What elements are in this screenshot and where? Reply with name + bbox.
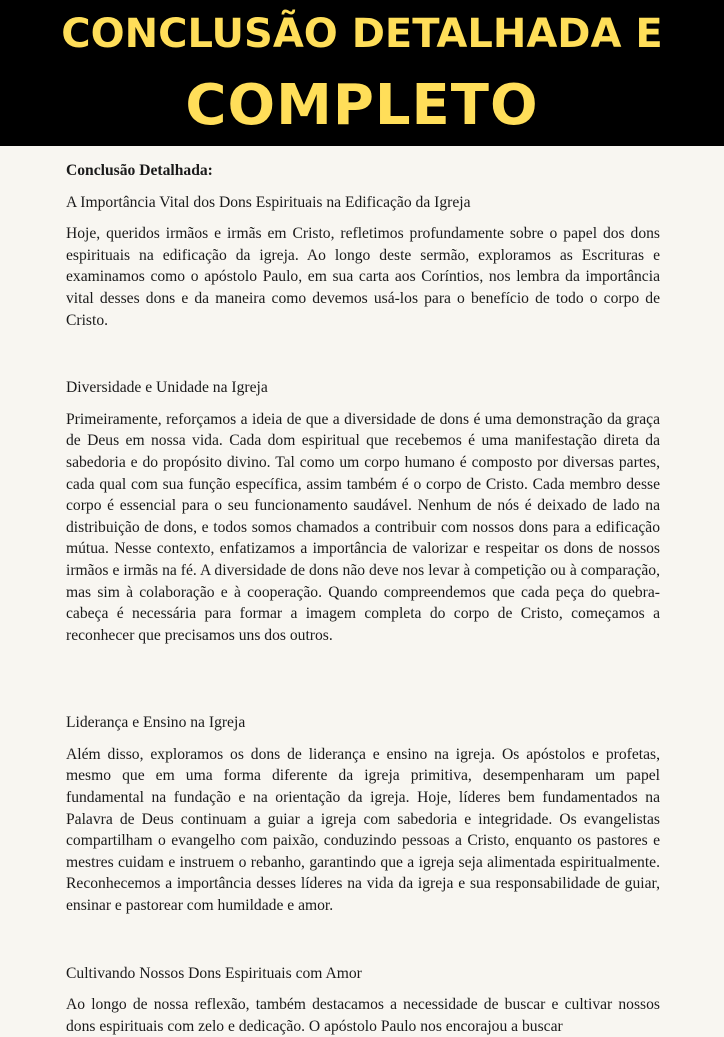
section-paragraph: Hoje, queridos irmãos e irmãs em Cristo, refletimos profundamente sobre o papel dos dons espirituais na edificação da igreja. Ao longo deste sermão, exploramos as Escrituras e examinamos como o apóstolo Paulo, em sua carta aos Coríntios, nos lembra da importância vital desses dons e da maneira como devemos usá-los para o benefício de todo o corpo de Cristo. — [66, 225, 660, 329]
section-heading: Diversidade e Unidade na Igreja — [66, 379, 268, 397]
banner-title-line-2: COMPLETO — [185, 73, 539, 138]
section-importancia — [66, 192, 660, 332]
section-paragraph: Primeiramente, reforçamos a ideia de que a diversidade de dons é uma demonstração da graça de Deus em nossa vida. Cada dom espiritual que recebemos é uma manifestação direta da sabedoria e do propósito divino. Tal como um corpo humano é composto por diversas partes, cada qual com sua função específica, assim também é o corpo de Cristo. Cada membro desse corpo é essencial para o seu funcionamento saudável. Nenhum de nós é deixado de lado na distribuição de dons, e todos somos chamados a contribuir com nossos dons para a edificação mútua. Nesse contexto, enfatizamos a importância de valorizar e respeitar os dons de nossos irmãos e irmãs na fé. A diversidade de dons não deve nos levar à competição ou à comparação, mas sim à colaboração e à cooperação. Quando compreendemos que cada peça do quebra-cabeça é necessária para formar a imagem completa do corpo de Cristo, começamos a reconhecer que precisamos uns dos outros. — [66, 410, 660, 644]
section-lideranca — [66, 712, 660, 916]
section-cultivando — [66, 963, 660, 1037]
section-diversidade — [66, 377, 660, 646]
title-banner — [0, 0, 724, 146]
section-paragraph: Além disso, exploramos os dons de liderança e ensino na igreja. Os apóstolos e profetas, mesmo que em uma forma diferente da igreja primitiva, desempenharam um papel fundamental na fundação e na orientação da igreja. Hoje, líderes bem fundamentados na Palavra de Deus continuam a guiar a igreja com sabedoria e integridade. Os evangelistas compartilham o evangelho com paixão, conduzindo pessoas a Cristo, enquanto os pastores e mestres cuidam e instruem o rebanho, garantindo que a igreja seja alimentada espiritualmente. Reconhecemos a importância desses líderes na vida da igreja e sua responsabilidade de guiar, ensinar e pastorear com humildade e amor. — [66, 745, 660, 915]
section-heading: Liderança e Ensino na Igreja — [66, 714, 246, 732]
banner-title-line-1: CONCLUSÃO DETALHADA E — [61, 11, 663, 57]
document-title: Conclusão Detalhada: — [66, 162, 213, 179]
section-paragraph: Ao longo de nossa reflexão, também destacamos a necessidade de buscar e cultivar nossos dons espirituais com zelo e dedicação. O apóstolo Paulo nos encorajou a buscar — [66, 996, 660, 1035]
section-spacer — [66, 331, 660, 377]
section-spacer — [66, 646, 660, 712]
section-spacer — [66, 917, 660, 963]
section-heading: Cultivando Nossos Dons Espirituais com Amor — [66, 964, 362, 982]
document-body — [66, 152, 660, 1037]
section-heading: A Importância Vital dos Dons Espirituais na Edificação da Igreja — [66, 193, 471, 211]
